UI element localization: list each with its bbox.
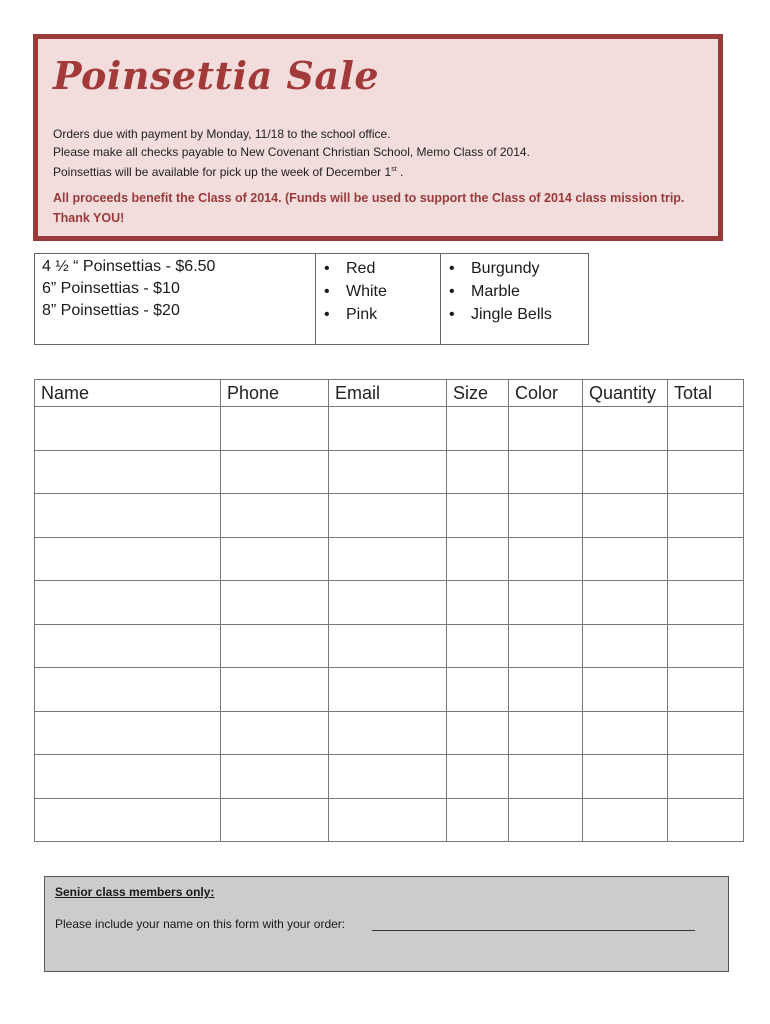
order-cell[interactable] (35, 755, 221, 799)
order-cell[interactable] (221, 450, 329, 494)
color-option: • Jingle Bells (471, 303, 588, 326)
proceeds-notice: All proceeds benefit the Class of 2014. (Funds will be used to support the Class of 2014 class mission trip. Thank YOU! (53, 191, 685, 225)
table-row (35, 407, 744, 451)
order-rows (35, 407, 744, 842)
order-cell[interactable] (329, 407, 447, 451)
order-cell[interactable] (221, 798, 329, 842)
header-box (33, 34, 723, 241)
order-cell[interactable] (35, 581, 221, 625)
order-cell[interactable] (583, 494, 668, 538)
senior-instruction: Please include your name on this form with your order: (55, 917, 346, 931)
order-cell[interactable] (35, 450, 221, 494)
order-cell[interactable] (668, 450, 744, 494)
order-cell[interactable] (447, 450, 509, 494)
color-option: • Red (346, 257, 440, 280)
order-cell[interactable] (668, 798, 744, 842)
order-cell[interactable] (509, 537, 583, 581)
order-cell[interactable] (35, 494, 221, 538)
order-cell[interactable] (329, 581, 447, 625)
order-cell[interactable] (583, 668, 668, 712)
senior-box (44, 876, 729, 972)
order-table (34, 379, 744, 842)
order-cell[interactable] (35, 537, 221, 581)
order-cell[interactable] (329, 711, 447, 755)
order-cell[interactable] (509, 798, 583, 842)
order-cell[interactable] (447, 581, 509, 625)
name-blank-line[interactable] (372, 930, 695, 931)
order-cell[interactable] (583, 407, 668, 451)
order-cell[interactable] (221, 494, 329, 538)
order-cell[interactable] (509, 624, 583, 668)
order-cell[interactable] (447, 407, 509, 451)
pickup-ordinal: st (391, 166, 397, 173)
table-header-row (35, 380, 744, 407)
order-cell[interactable] (509, 711, 583, 755)
order-cell[interactable] (447, 798, 509, 842)
column-header-color: Color (509, 380, 583, 407)
order-cell[interactable] (509, 494, 583, 538)
column-header-quantity: Quantity (583, 380, 668, 407)
order-cell[interactable] (447, 494, 509, 538)
order-cell[interactable] (447, 537, 509, 581)
page-title: Poinsettia Sale (53, 53, 380, 98)
order-cell[interactable] (329, 668, 447, 712)
order-cell[interactable] (583, 581, 668, 625)
order-cell[interactable] (221, 668, 329, 712)
order-cell[interactable] (221, 755, 329, 799)
order-cell[interactable] (329, 494, 447, 538)
order-cell[interactable] (583, 798, 668, 842)
order-cell[interactable] (509, 755, 583, 799)
order-cell[interactable] (35, 711, 221, 755)
pickup-text: Poinsettias will be available for pick up the week of December 1 (53, 165, 392, 179)
table-row (35, 537, 744, 581)
order-cell[interactable] (509, 407, 583, 451)
color-option: • Marble (471, 280, 588, 303)
order-cell[interactable] (221, 537, 329, 581)
column-header-email: Email (329, 380, 447, 407)
pickup-end: . (396, 165, 404, 179)
order-info (53, 125, 530, 181)
order-cell[interactable] (583, 537, 668, 581)
info-line-payment: Please make all checks payable to New Covenant Christian School, Memo Class of 2014. (53, 145, 530, 159)
order-cell[interactable] (329, 755, 447, 799)
column-header-total: Total (668, 380, 744, 407)
table-row (35, 798, 744, 842)
price-item: 4 ½ “ Poinsettias - $6.50 (42, 258, 216, 275)
order-cell[interactable] (35, 624, 221, 668)
order-cell[interactable] (447, 668, 509, 712)
order-cell[interactable] (447, 624, 509, 668)
table-row (35, 581, 744, 625)
order-cell[interactable] (668, 624, 744, 668)
table-row (35, 624, 744, 668)
order-cell[interactable] (35, 407, 221, 451)
color-option: • Pink (346, 303, 440, 326)
order-cell[interactable] (35, 668, 221, 712)
order-cell[interactable] (329, 798, 447, 842)
order-cell[interactable] (509, 668, 583, 712)
order-cell[interactable] (35, 798, 221, 842)
table-row (35, 668, 744, 712)
order-cell[interactable] (668, 755, 744, 799)
order-cell[interactable] (329, 537, 447, 581)
order-cell[interactable] (221, 711, 329, 755)
senior-heading: Senior class members only: (55, 885, 215, 899)
order-cell[interactable] (583, 711, 668, 755)
order-cell[interactable] (668, 537, 744, 581)
order-cell[interactable] (583, 624, 668, 668)
order-cell[interactable] (668, 494, 744, 538)
order-cell[interactable] (668, 668, 744, 712)
order-cell[interactable] (221, 624, 329, 668)
price-item: 6” Poinsettias - $10 (42, 280, 180, 297)
color-option: • White (346, 280, 440, 303)
order-cell[interactable] (447, 711, 509, 755)
order-cell[interactable] (447, 755, 509, 799)
color-list-a (315, 254, 440, 344)
info-line-pickup (53, 161, 530, 181)
column-header-phone: Phone (221, 380, 329, 407)
order-cell[interactable] (668, 711, 744, 755)
order-cell[interactable] (583, 755, 668, 799)
table-row (35, 450, 744, 494)
price-list (35, 254, 315, 344)
order-cell[interactable] (221, 581, 329, 625)
color-option: • Burgundy (471, 257, 588, 280)
table-row (35, 494, 744, 538)
table-row (35, 711, 744, 755)
column-header-name: Name (35, 380, 221, 407)
order-cell[interactable] (221, 407, 329, 451)
order-cell[interactable] (509, 450, 583, 494)
options-box (34, 253, 589, 345)
order-cell[interactable] (329, 624, 447, 668)
column-header-size: Size (447, 380, 509, 407)
price-item: 8” Poinsettias - $20 (42, 302, 180, 319)
order-cell[interactable] (668, 407, 744, 451)
order-cell[interactable] (329, 450, 447, 494)
info-line-due-date: Orders due with payment by Monday, 11/18 to the school office. (53, 127, 391, 141)
color-list-b (440, 254, 588, 344)
order-cell[interactable] (583, 450, 668, 494)
table-row (35, 755, 744, 799)
order-cell[interactable] (668, 581, 744, 625)
order-cell[interactable] (509, 581, 583, 625)
